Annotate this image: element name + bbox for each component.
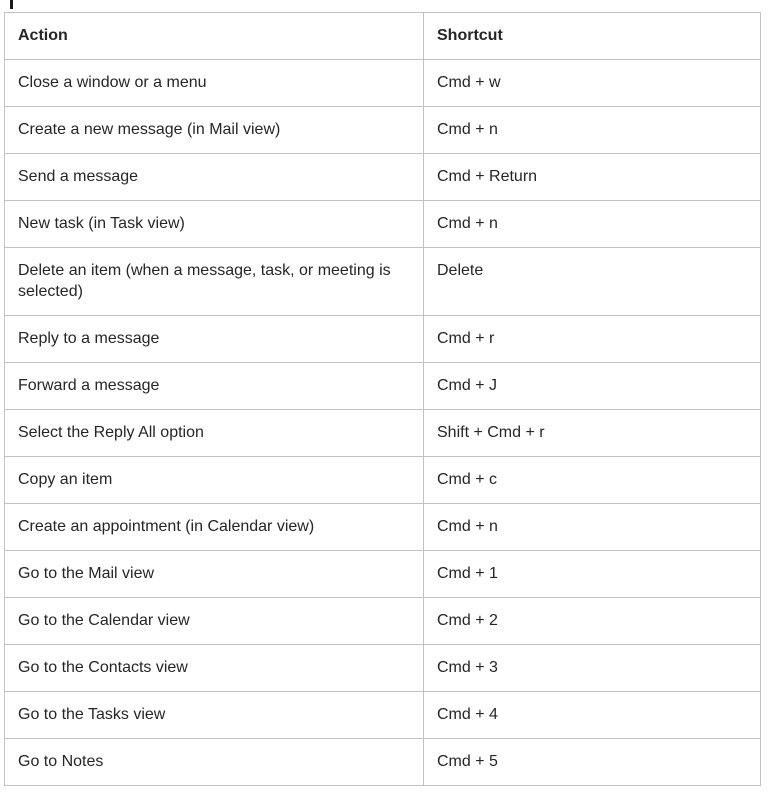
table-row xyxy=(5,457,761,504)
action-cell: Close a window or a menu xyxy=(5,60,424,107)
shortcut-cell: Cmd + 2 xyxy=(424,598,761,645)
shortcut-cell: Cmd + 5 xyxy=(424,739,761,786)
shortcuts-table xyxy=(4,12,761,786)
table-row xyxy=(5,551,761,598)
action-cell: Reply to a message xyxy=(5,316,424,363)
shortcut-cell: Cmd + c xyxy=(424,457,761,504)
table-row xyxy=(5,201,761,248)
action-cell: New task (in Task view) xyxy=(5,201,424,248)
action-cell: Forward a message xyxy=(5,363,424,410)
table-row xyxy=(5,739,761,786)
text-cursor xyxy=(10,0,13,9)
shortcut-cell: Cmd + r xyxy=(424,316,761,363)
shortcuts-table-body xyxy=(5,60,761,786)
table-row xyxy=(5,598,761,645)
table-row xyxy=(5,154,761,201)
action-cell: Create an appointment (in Calendar view) xyxy=(5,504,424,551)
column-header-action: Action xyxy=(5,13,424,60)
table-row xyxy=(5,107,761,154)
shortcut-cell: Cmd + n xyxy=(424,201,761,248)
table-row xyxy=(5,363,761,410)
shortcut-cell: Cmd + n xyxy=(424,107,761,154)
action-cell: Create a new message (in Mail view) xyxy=(5,107,424,154)
action-cell: Go to the Tasks view xyxy=(5,692,424,739)
shortcut-cell: Cmd + J xyxy=(424,363,761,410)
table-row xyxy=(5,316,761,363)
shortcut-cell: Cmd + Return xyxy=(424,154,761,201)
column-header-shortcut: Shortcut xyxy=(424,13,761,60)
shortcut-cell: Cmd + n xyxy=(424,504,761,551)
action-cell: Delete an item (when a message, task, or meeting is selected) xyxy=(5,248,424,316)
table-row xyxy=(5,692,761,739)
action-cell: Send a message xyxy=(5,154,424,201)
table-row xyxy=(5,60,761,107)
action-cell: Go to the Contacts view xyxy=(5,645,424,692)
table-row xyxy=(5,645,761,692)
table-row xyxy=(5,504,761,551)
shortcut-cell: Shift + Cmd + r xyxy=(424,410,761,457)
table-header-row xyxy=(5,13,761,60)
shortcut-cell: Cmd + 3 xyxy=(424,645,761,692)
shortcut-cell: Delete xyxy=(424,248,761,316)
action-cell: Go to Notes xyxy=(5,739,424,786)
action-cell: Copy an item xyxy=(5,457,424,504)
shortcut-cell: Cmd + w xyxy=(424,60,761,107)
action-cell: Go to the Calendar view xyxy=(5,598,424,645)
action-cell: Select the Reply All option xyxy=(5,410,424,457)
shortcut-cell: Cmd + 4 xyxy=(424,692,761,739)
table-row xyxy=(5,248,761,316)
action-cell: Go to the Mail view xyxy=(5,551,424,598)
shortcut-cell: Cmd + 1 xyxy=(424,551,761,598)
table-row xyxy=(5,410,761,457)
